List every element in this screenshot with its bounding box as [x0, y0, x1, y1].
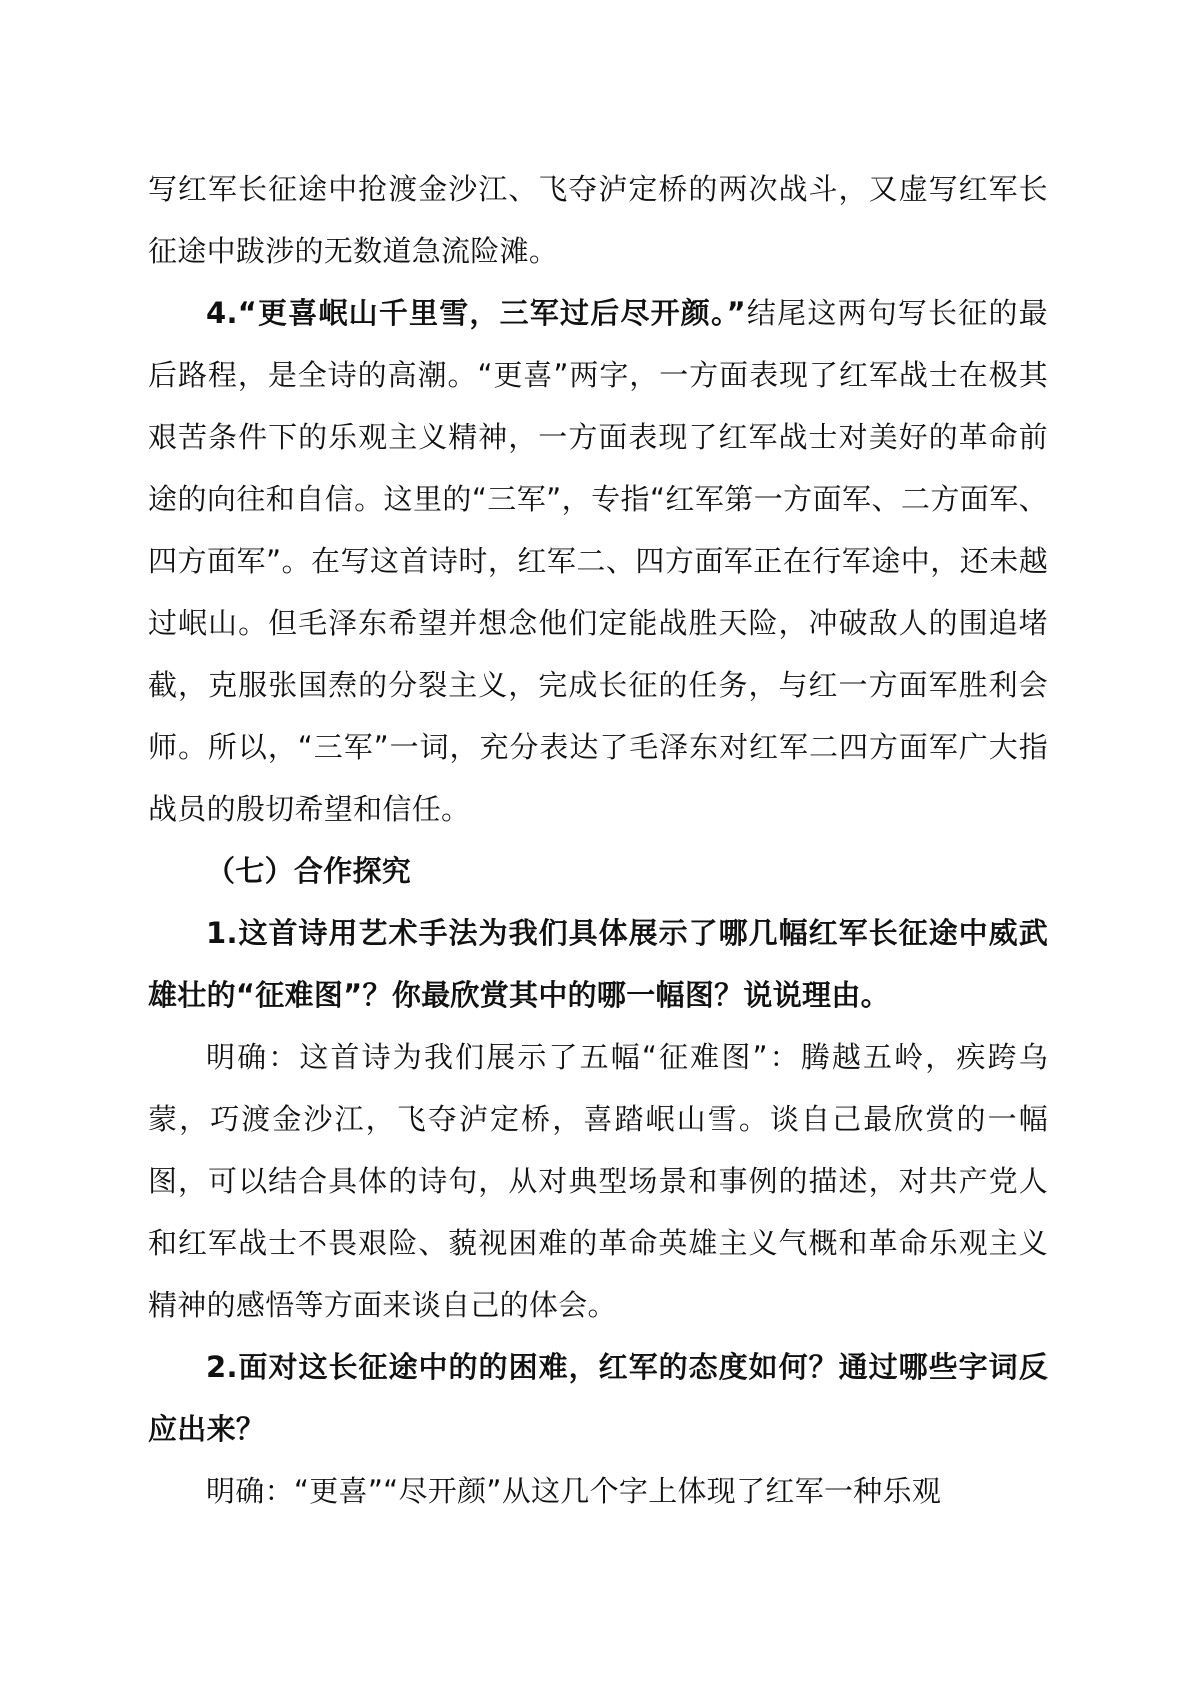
paragraph-lead-bold: 4.“更喜岷山千里雪，三军过后尽开颜。”	[206, 296, 747, 330]
answer-2: 明确：“更喜”“尽开颜”从这几个字上体现了红军一种乐观	[206, 1474, 942, 1508]
paragraph-continuation: 写红军长征途中抢渡金沙江、飞夺泸定桥的两次战斗，又虚写红军长征途中跋涉的无数道急流险滩。	[148, 172, 1048, 268]
document-body	[148, 158, 1048, 1522]
question-1: 1.这首诗用艺术手法为我们具体展示了哪几幅红军长征途中威武雄壮的“征难图”？你最欣赏其中的哪一幅图？说说理由。	[148, 916, 1048, 1012]
paragraph-body: 结尾这两句写长征的最后路程，是全诗的高潮。“更喜”两字，一方面表现了红军战士在极其艰苦条件下的乐观主义精神，一方面表现了红军战士对美好的革命前途的向往和自信。这里的“三军”，专指“红军第一方面军、二方面军、四方面军”。在写这首诗时，红军二、四方面军正在行军途中，还未越过岷山。但毛泽东希望并想念他们定能战胜天险，冲破敌人的围追堵截，克服张国焘的分裂主义，完成长征的任务，与红一方面军胜利会师。所以，“三军”一词，充分表达了毛泽东对红军二四方面军广大指战员的殷切希望和信任。	[148, 296, 1048, 826]
question-2: 2.面对这长征途中的的困难，红军的态度如何？通过哪些字词反应出来？	[148, 1350, 1048, 1446]
section-heading: （七）合作探究	[206, 854, 412, 888]
paragraph-poem-line-4	[148, 282, 1048, 840]
answer-1: 明确：这首诗为我们展示了五幅“征难图”：腾越五岭，疾跨乌蒙，巧渡金沙江，飞夺泸定桥，喜踏岷山雪。谈自己最欣赏的一幅图，可以结合具体的诗句，从对典型场景和事例的描述，对共产党人和红军战士不畏艰险、藐视困难的革命英雄主义气概和革命乐观主义精神的感悟等方面来谈自己的体会。	[148, 1040, 1048, 1322]
